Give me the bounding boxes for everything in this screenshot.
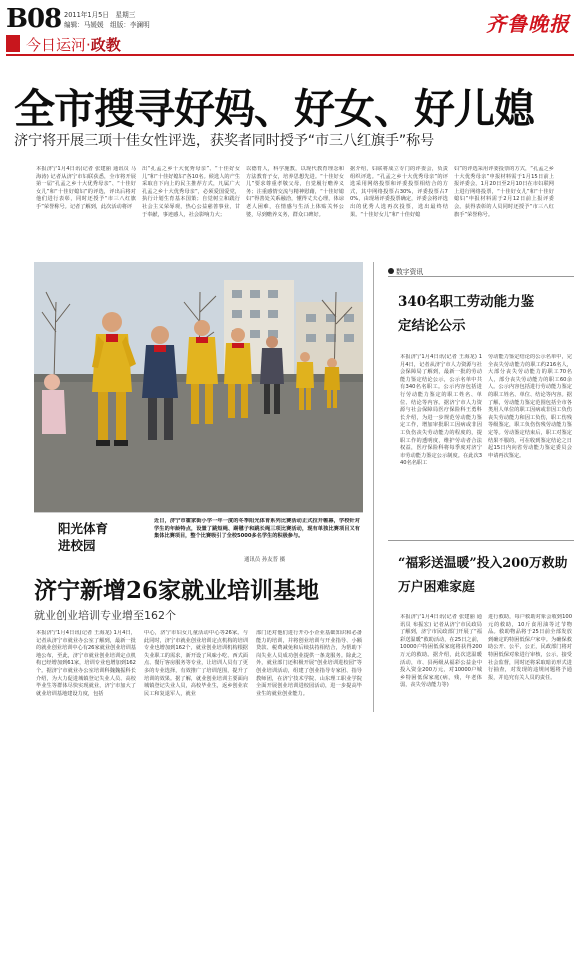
training-column-3: 部门还对他们进行开办小企业基础知识和必备能力的培训，并将创业培训与开业指导、小额贷款、税费减免和后续扶持相结合，为帮助下岗失业人员成功创业提供一条龙服务。除此之外，就业部门还积极开展“创业培训进校园”等创业培训活动，组建了创业指导专家团、指导教师团，在济宁技术学院、山东理工职业学院全面开展创业培训进校园活动，进一步提高毕业生的就业创业能力。 <box>256 630 362 697</box>
lead-column-3: 以德育人，科学施教，以现代教育理念和方法教育子女，培养思想先进。“十佳好女儿”要求尊重孝敬父母，自觉履行赡养义务；注重感情交流与精神慰藉，“十佳好媳妇”得善处关系融洽，懂得丈夫心理，体谅老人困难，在情感与生活上体贴关怀公婆，尽到赡养义务，群众口碑好。 <box>246 166 344 218</box>
page-number: B08 <box>6 4 62 34</box>
newspaper-logo: 齐鲁晚报 <box>486 12 570 36</box>
item2-column-2: 进行救助，每户救助对象会收到100元的救助，10斤食用油等过节物品。救助物品将于25日前全部发放到确定的特困低保户家中。为确保救助公开、公平，公正，民政部门将对特困低保对象进行审核，公示，接受社会监督，同时还将采取暗访形式进行抽查，对发现的违规问题将予通报，并追究有关人员的责任。 <box>488 614 572 681</box>
lead-subhead: 济宁将开展三项十佳女性评选，获奖者同时授予“市三八红旗手”称号 <box>14 133 434 149</box>
item1-headline: 340名职工劳动能力鉴定结论公示 <box>398 294 535 334</box>
section-bar <box>6 33 574 55</box>
item2-column-1: 本报济宁1月4日讯(记者 张建丽 通讯员 布振宏) 记者从济宁市民政局了解到，济宁市民政部门开展了“福彩送温暖”救助活动，在25日之前，10000户特困低保家庭将获得200万元的救助。据介绍，此次送温暖活动，市、县两级从福彩公益金中投入资金200万元，对10000户城乡特困低保家庭(病，残，年老体弱，丧失劳动能力等) <box>400 614 482 689</box>
digital-news-tag <box>388 266 423 276</box>
section-underline <box>6 54 574 56</box>
lead-column-4: 据介绍，妇联将成立专门的评委会，负责组织评选。“孔孟之乡十大优秀母亲”的评选采用网络投票和评委投票相结合的方式，其中网络投票占30%，评委投票占70%，由现场评委投票确定，评委会将评选出的优秀人选再次投票，选出最终结果。“十佳好女儿”和“十佳好媳 <box>350 166 448 218</box>
item1-column-1: 本报济宁1月4日讯(记者 王海龙) 1月4日，记者从济宁市人力资源与社会保障局了解到，最新一批的劳动能力鉴定结论公示，公示名单中共有340名名职工。公示内容包括进行劳动能力鉴定的职工姓名、单位、结论等内容。据济宁市人力资源与社会保障局医疗保险科王勇科长介绍，为进一步规范劳动能力鉴定工作，增加审批职工因病或非因工负伤丧失劳动能力的程度的，提职工作的透明度，维护劳动者合法权益，医疗保险科将每季度对济宁市劳动能力鉴定公示制度。在此次340名名职工 <box>400 354 482 467</box>
photo-caption-text: 近日，济宁市霍家街小学一年一度的冬季阳光体育系列比赛活动正式拉开帷幕，学校针对学生的年龄特点，设置了跳短绳、踢毽子和跳长绳三项比赛活动，现有单独比赛项目又有集体比赛项目，整个比赛吸引了全校5000多名学生的积极参与。 <box>154 518 360 540</box>
item-separator <box>388 540 574 541</box>
sports-photo <box>34 262 363 512</box>
editor-credit: 编辑：马媛媛 组版：李澜明 <box>64 21 150 29</box>
lead-column-2: 出“孔孟之乡十大优秀母亲”、“十佳好女儿”和“十佳好媳妇”各10名。候选人的产生采取自下向上的民主推荐方式，凡属广大孔孟之乡十大优秀母亲”，必须爱国爱党，执行计划生育基本国策；自觉树立和践行社会主义荣辱观，热心公益慈善事业，甘于奉献，事迹感人，社会影响力大； <box>142 166 240 218</box>
section-title <box>26 34 121 55</box>
news-dot-icon <box>388 268 394 274</box>
section-prefix: 今日运河 <box>26 36 87 54</box>
digital-news-tag-label: 数字资讯 <box>396 268 424 276</box>
column-divider <box>373 262 374 712</box>
section-marker <box>6 35 20 52</box>
training-column-1: 本报济宁1月4日讯(记者 王海龙) 1月4日，记者从济宁市就业办公室了解到，最新一批的就业创业培训中心有26家就业创业培训基地公布，至此，济宁市就业创业培训定点机构已经增加到61家，培训专业也增加到162个。据济宁市就业办公室培训科魏魏振科长介绍，为大力促进城镇登记失业人员、高校毕业生等群体尽快实现就业，济宁市加大了就业培训基地建设力度，包括 <box>36 630 136 697</box>
item1-column-2: 劳动能力鉴定结论的公示名单中，完全丧失劳动能力的职工约216名人，大部分丧失劳动能力的职工70名人，部分丧失劳动能力的职工60余人。公示内容包括进行劳动能力鉴定的职工姓名、单位、结论等内容。据了解，劳动能力鉴定范围包括全市各类用人单位的职工因病或非因工负伤丧失劳动能力和因工负伤，职工伤残等级鉴定，职工负伤伤残劳动能力鉴定等。劳动鉴定结束后，职工对鉴定结果不服的，可在收到鉴定结论之日起15日内向省劳动能力鉴定委员会申请再次鉴定。 <box>488 354 572 459</box>
training-column-2: 中心，济宁市妇女儿童活动中心等26家。与此同时，济宁市就业创业培训定点机构的培训专业也增加到162个，就业创业培训机构根据失业职工的需求，新开设了风味小吃、西式面点、餐厅客房服务等专业，让培训人员有了更多的专业选择，有效推广了培训范围，提升了培训的效果。据了解，就业创业培训主要面向城镇登记失业人员，高校毕业生，返乡创业农民工和复退军人，就业 <box>144 630 248 697</box>
lead-column-5: 妇”的评选采用评委投票的方式，“孔孟之乡十大优秀母亲”申报材料需于1月15日前上报评委会，1月20日至2月10日在市妇联网上进行网络投票，“十佳好女儿”和“十佳好媳妇”申报材料需于2月12日前上报评委会。获得表彰的人员同时还授予“市三八红旗手”荣誉称号。 <box>454 166 554 218</box>
training-subhead: 就业创业培训专业增至162个 <box>34 609 176 622</box>
lead-column-1: 本报济宁1月4日讯(记者 张建丽 通讯员 马海涛) 记者从济宁市妇联获悉，全市将开展第一届“孔孟之乡十大优秀母亲”、“十佳好女儿”和“十佳好媳妇”的评选，评出后将对他们进行表彰，同时还授予“市三八红旗手”荣誉称号。记者了解到，此次活动将评 <box>36 166 136 210</box>
item2-headline: “福彩送温暖”投入200万救助万户困难家庭 <box>398 556 568 595</box>
photo-credit: 通讯员 孙友普 摄 <box>244 557 286 563</box>
section-name: 政教 <box>90 36 121 54</box>
photo-scene <box>34 262 363 512</box>
lead-headline: 全市搜寻好妈、好女、好儿媳 <box>14 85 534 133</box>
training-headline: 济宁新增26家就业培训基地 <box>34 577 320 604</box>
photo-caption-title: 阳光体育 进校园 <box>58 521 109 553</box>
issue-date: 2011年1月5日 星期三 <box>64 11 136 19</box>
section-dot: · <box>86 36 91 54</box>
digital-news-rule <box>388 276 574 277</box>
